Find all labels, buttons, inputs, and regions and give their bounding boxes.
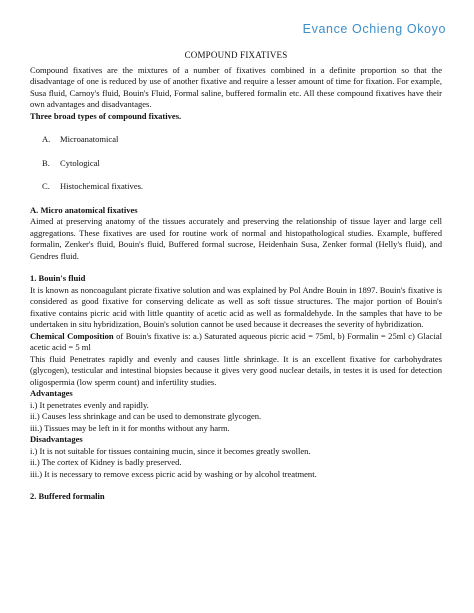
disadvantages-heading: Disadvantages [30,434,83,444]
list-marker: B. [42,157,50,168]
composition-text: of Bouin's fixative is: a.) Saturated aqueous picric acid = 75ml, b) Formalin = 25ml c) Glacial acetic acid = 5 ml [30,330,442,352]
list-item [30,134,442,146]
document-title: COMPOUND FIXATIVES [184,50,288,60]
bouin-paragraph-2: This fluid Penetrates rapidly and evenly and causes little shrinkage. It is an excellent fixative for carbohydrates (glycogen), testicular and intestinal biopsies because it gives very good nuclear details, in testes it is used for detection oligospermia (low sperm count) and infertility studies. [30,353,442,387]
spacer [30,262,442,273]
disadvantage-item: ii.) The cortex of Kidney is badly preserved. [30,457,182,467]
spacer [30,480,442,491]
list-marker: C. [42,181,50,191]
list-label: Microanatomical [60,134,119,144]
list-label: Histochemical fixatives. [60,181,144,191]
author-name: Evance Ochieng Okoyo [302,22,446,36]
buffered-formalin-heading: 2. Buffered formalin [30,491,105,501]
bouin-composition [30,331,442,354]
disadvantage-item: iii.) It is necessary to remove excess picric acid by washing or by alcohol treatment. [30,468,317,479]
bouin-paragraph-1: It is known as noncoagulant picrate fixative solution and was explained by Pol Andre Bouin in 1897. Bouin's fixative is considered as good fixative for conserving delicate as well as soft tissue structures. The major portion of Bouin's fixative contains picric acid with little quantity of acetic acid as well as formaldehyde. In the samples that have to be undertaken in situ hybridization, Bouin's solution cannot be used because it decreases the severity of hybridization. [30,284,442,329]
advantages-heading: Advantages [30,388,73,398]
types-heading: Three broad types of compound fixatives. [30,110,182,121]
section-a-paragraph: Aimed at preserving anatomy of the tissues accurately and preserving the relationship of tissue layer and large cell aggregations. These fixatives are used for routine work of normal and histopathological studies. Example, buffered formalin, Zenker's fluid, Bouin's fluid, Buffered formal sucrose, Heidenhain Susa, Zenker formal (Helly's fluid), and Gendres fluid. [30,216,442,261]
document-body [30,50,442,503]
section-a-heading: A. Micro anatomical fixatives [30,204,138,215]
list-item [30,158,442,170]
advantage-item: ii.) Causes less shrinkage and can be used to demonstrate glycogen. [30,411,262,421]
types-list [30,134,442,193]
advantage-item: i.) It penetrates evenly and rapidly. [30,399,149,410]
disadvantage-item: i.) It is not suitable for tissues containing mucin, since it becomes greatly swollen. [30,445,311,456]
bouin-heading: 1. Bouin's fluid [30,273,86,283]
list-item [30,181,442,193]
advantage-item: iii.) Tissues may be left in it for months without any harm. [30,422,230,433]
composition-label: Chemical Composition [30,330,114,341]
intro-paragraph: Compound fixatives are the mixtures of a number of fixatives combined in a definite proportion so that the disadvantage of one is reduced by use of another fixative and require a lesser amount of time for fixation. For example, Susa fluid, Carnoy's fluid, Bouin's Fluid, Formal saline, buffered formalin etc. All these compound fixatives have their own advantages and disadvantages. [30,64,442,109]
list-label: Cytological [60,157,100,168]
list-marker: A. [42,134,51,144]
